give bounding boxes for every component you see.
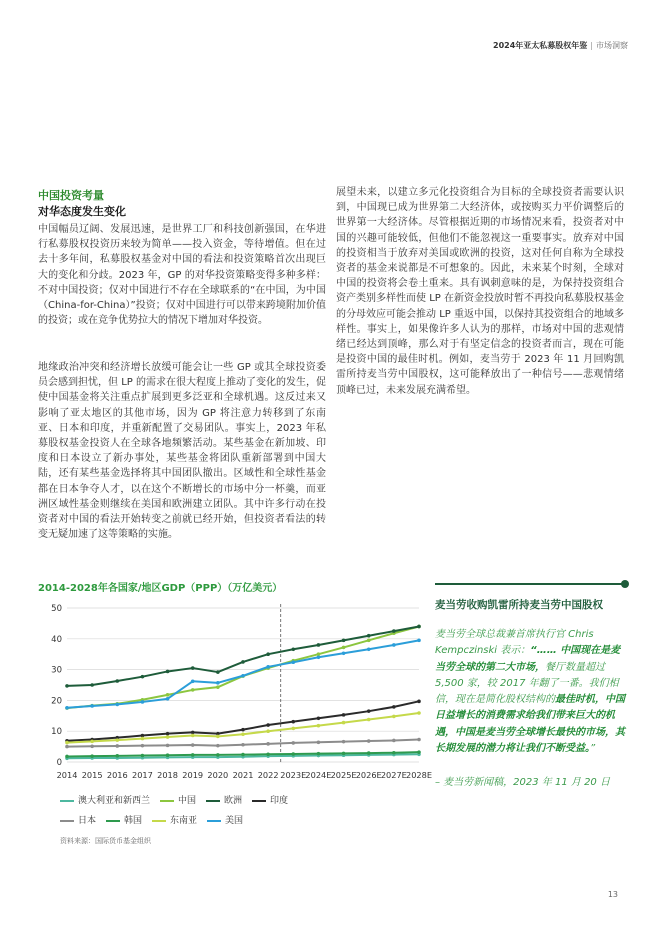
case-study-quote: [435, 627, 625, 757]
data-point: [166, 735, 170, 739]
legend-item: [252, 793, 288, 806]
data-point: [342, 651, 346, 655]
data-point: [266, 723, 270, 727]
y-tick-label: 40: [51, 634, 62, 645]
data-point: [266, 729, 270, 733]
x-tick-label: 2024E: [305, 770, 332, 780]
data-point: [392, 643, 396, 647]
legend-swatch: [252, 800, 266, 802]
x-tick-label: 2026E: [355, 770, 382, 780]
data-point: [166, 670, 170, 674]
data-point: [90, 744, 94, 748]
data-point: [417, 711, 421, 715]
data-point: [342, 713, 346, 717]
data-point: [317, 740, 321, 744]
data-point: [291, 741, 295, 745]
legend-label: 日本: [78, 816, 97, 826]
legend-label: 澳大利亚和新西兰: [78, 796, 151, 806]
data-point: [141, 754, 145, 758]
data-point: [141, 734, 145, 738]
y-tick-label: 20: [51, 696, 62, 707]
legend-swatch: [60, 820, 74, 822]
data-point: [367, 718, 371, 722]
legend-swatch: [160, 800, 174, 802]
data-point: [317, 655, 321, 659]
data-point: [417, 625, 421, 629]
data-point: [317, 752, 321, 756]
legend-label: 中国: [178, 796, 197, 806]
data-point: [241, 743, 245, 747]
data-point: [367, 739, 371, 743]
data-point: [417, 750, 421, 754]
data-point: [216, 685, 220, 689]
legend-label: 印度: [270, 796, 289, 806]
data-point: [191, 731, 195, 735]
quote-end: ”: [590, 743, 596, 755]
data-point: [367, 647, 371, 651]
legend-swatch: [106, 820, 120, 822]
data-point: [141, 700, 145, 704]
data-point: [115, 744, 119, 748]
data-point: [291, 752, 295, 756]
data-point: [141, 737, 145, 741]
data-point: [291, 727, 295, 731]
x-tick-label: 2014: [56, 770, 78, 780]
data-point: [115, 738, 119, 742]
legend-label: 欧洲: [224, 796, 243, 806]
quote-bold-2: 最佳时机，中国日益增长的消费需求给我们带来巨大的机遇，中国是麦当劳全球增长最快的市场，其长期发展的潜力将让我们不断受益。: [435, 694, 625, 755]
case-study-divider: [435, 583, 627, 585]
data-point: [191, 743, 195, 747]
x-tick-label: 2018: [157, 770, 178, 780]
legend-label: 美国: [225, 816, 244, 826]
quote-intro: 麦当劳全球总裁兼首席执行官 Chris Kempczinski 表示：: [435, 629, 594, 657]
data-point: [141, 675, 145, 679]
x-tick-label: 2019: [182, 770, 204, 780]
header-separator: |: [590, 41, 593, 50]
x-tick-label: 2023E: [280, 770, 307, 780]
data-point: [115, 703, 119, 707]
data-point: [166, 693, 170, 697]
legend-item: [206, 793, 242, 806]
data-point: [191, 688, 195, 692]
data-point: [317, 652, 321, 656]
legend-swatch: [207, 820, 221, 822]
x-tick-label: 2020: [207, 770, 229, 780]
data-point: [216, 681, 220, 685]
paragraph-3: 展望未来，以建立多元化投资组合为目标的全球投资者需要认识到，中国现已成为世界第二大经济体，或按购买力平价调整后的世界第一大经济体。尽管根据近期的市场情况来看，投资者对中国的兴趣可能较低，但他们不能忽视这一重要事实。放弃对中国的投资相当于放弃对美国或欧洲的投资，这对任何自称为全球投资者的基金来说都是不可想象的。因此，未来某个时刻，全球对中国的投资将会卷土重来。具有讽刺意味的是，为保持投资组合资产类别多样性而使 LP 在新资金投放时暂不再投向私募股权基金的分母效应可能会推动 LP 重返中国，以保持其投资组合的地域多样性。事实上，如果像许多人认为的那样，市场对中国的悲观情绪已经达到顶峰，那么对于有坚定信念的投资者而言，现在可能是投资中国的最佳时机。例如，麦当劳于 2023 年 11 月回购凯雷所持麦当劳中国股权，这可能释放出了一种信号——悲观情绪顶峰已过，未来发展充满希望。: [336, 187, 624, 396]
data-point: [191, 666, 195, 670]
page-number: 13: [607, 890, 618, 899]
legend-item: [60, 793, 150, 806]
data-point: [216, 670, 220, 674]
data-point: [417, 738, 421, 742]
chart-legend-row-1: [60, 793, 298, 806]
report-title: 2024年亚太私募股权年鉴: [493, 41, 588, 50]
data-point: [342, 740, 346, 744]
x-tick-label: 2028E: [405, 770, 433, 780]
data-point: [166, 744, 170, 748]
legend-label: 东南亚: [170, 816, 198, 826]
data-point: [342, 752, 346, 756]
data-point: [216, 744, 220, 748]
data-point: [90, 704, 94, 708]
data-point: [241, 728, 245, 732]
x-tick-label: 2027E: [380, 770, 407, 780]
quote-normal-1: 餐厅数量超过 5,500 家，较 2017 年翻了一番。我们相信，现在是简化股权结构的: [435, 661, 619, 706]
data-point: [65, 706, 69, 710]
data-point: [342, 646, 346, 650]
data-point: [216, 735, 220, 739]
data-point: [392, 629, 396, 633]
legend-item: [106, 813, 142, 826]
data-point: [266, 753, 270, 757]
y-tick-label: 30: [51, 665, 62, 676]
legend-label: 韩国: [124, 816, 143, 826]
paragraph-1: 中国幅员辽阔、发展迅速，是世界工厂和科技创新强国，在华进行私募股权投资历来较为简单——投入资金，等待增值。但在过去十多年间，私募股权基金对中国的看法和投资策略首次出现巨大的变化和分歧。2023 年，GP 的对华投资策略变得多种多样：不对中国投资；仅对中国进行不存在全球联系的“在中国，为中国（China-for-China）”投资；仅对中国进行可以带来跨境附加价值的投资；或在竞争优势拉大的情况下增加对华投资。: [38, 224, 326, 327]
data-point: [392, 715, 396, 719]
data-point: [166, 732, 170, 736]
data-point: [367, 639, 371, 643]
data-point: [342, 639, 346, 643]
section-heading: 中国投资考量: [38, 189, 104, 202]
running-header: [493, 40, 628, 51]
chart-source: 资料来源：国际货币基金组织: [60, 837, 151, 845]
data-point: [392, 751, 396, 755]
data-point: [191, 680, 195, 684]
data-point: [392, 705, 396, 709]
data-point: [266, 742, 270, 746]
data-point: [291, 660, 295, 664]
x-tick-label: 2016: [106, 770, 128, 780]
data-point: [367, 634, 371, 638]
data-point: [367, 709, 371, 713]
data-point: [241, 732, 245, 736]
data-point: [291, 720, 295, 724]
data-point: [417, 639, 421, 643]
data-point: [342, 721, 346, 725]
legend-swatch: [60, 800, 74, 802]
data-point: [115, 679, 119, 683]
data-point: [392, 739, 396, 743]
legend-item: [60, 813, 96, 826]
data-point: [90, 740, 94, 744]
data-point: [166, 753, 170, 757]
data-point: [90, 683, 94, 687]
data-point: [141, 744, 145, 748]
quote-bold-1: “…… 中国现在是麦当劳全球的第二大市场，: [435, 645, 621, 673]
legend-item: [152, 813, 197, 826]
data-point: [291, 647, 295, 651]
data-point: [65, 741, 69, 745]
y-tick-label: 50: [51, 604, 62, 614]
data-point: [266, 665, 270, 669]
legend-item: [207, 813, 243, 826]
data-point: [90, 754, 94, 758]
section-name: 市场洞察: [596, 41, 628, 50]
case-study-divider-dot: [621, 580, 629, 588]
section-subheading: 对华态度发生变化: [38, 205, 126, 218]
x-tick-label: 2015: [81, 770, 103, 780]
data-point: [191, 734, 195, 738]
x-tick-label: 2025E: [330, 770, 357, 780]
legend-swatch: [152, 820, 166, 822]
data-point: [317, 643, 321, 647]
legend-item: [160, 793, 196, 806]
chart-title: 2014-2028年各国家/地区GDP（PPP）（万亿美元）: [38, 583, 283, 594]
data-point: [317, 716, 321, 720]
data-point: [65, 684, 69, 688]
x-tick-label: 2017: [132, 770, 153, 780]
data-point: [115, 754, 119, 758]
y-tick-label: 0: [56, 758, 62, 768]
data-point: [241, 660, 245, 664]
data-point: [266, 652, 270, 656]
data-point: [65, 745, 69, 749]
gdp-line-chart: [34, 596, 433, 786]
legend-swatch: [206, 800, 220, 802]
data-point: [317, 724, 321, 728]
data-point: [191, 753, 195, 757]
data-point: [241, 674, 245, 678]
data-point: [367, 751, 371, 755]
x-tick-label: 2022: [257, 770, 279, 780]
data-point: [65, 755, 69, 759]
data-point: [417, 700, 421, 704]
y-tick-label: 10: [51, 727, 62, 738]
chart-legend-row-2: [60, 813, 253, 826]
paragraph-2: 地缘政治冲突和经济增长放缓可能会让一些 GP 或其全球投资委员会感到担忧，但 LP 的需求在很大程度上推动了变化的发生，促使中国基金将关注重点扩展到更多泛亚和全球机遇。这反过来又影响了亚太地区的其他市场，因为 GP 将注意力转移到了东南亚、日本和印度，并重新配置了交易团队。事实上，2023 年私募股权基金投资人在全球各地频繁活动。某些基金在新加坡、印度和日本设立了新办事处，某些基金将团队重新部署到中国大陆，还有某些基金选择将其中国团队撤出。区域性和全球性基金都在日本争夺人才，以在这个不断增长的市场中分一杯羹，而亚洲区域性基金则继续在美国和欧洲建立团队。其中许多行动在投资者对中国的看法开始转变之前就已经开始，但投资者看法的转变无疑加速了这等策略的实施。: [38, 362, 326, 541]
x-tick-label: 2021: [232, 770, 254, 780]
quote-attribution: – 麦当劳新闻稿，2023 年 11 月 20 日: [435, 777, 610, 788]
data-point: [216, 753, 220, 757]
data-point: [166, 697, 170, 701]
data-point: [241, 753, 245, 757]
case-study-title: 麦当劳收购凯雷所持麦当劳中国股权: [435, 599, 603, 611]
